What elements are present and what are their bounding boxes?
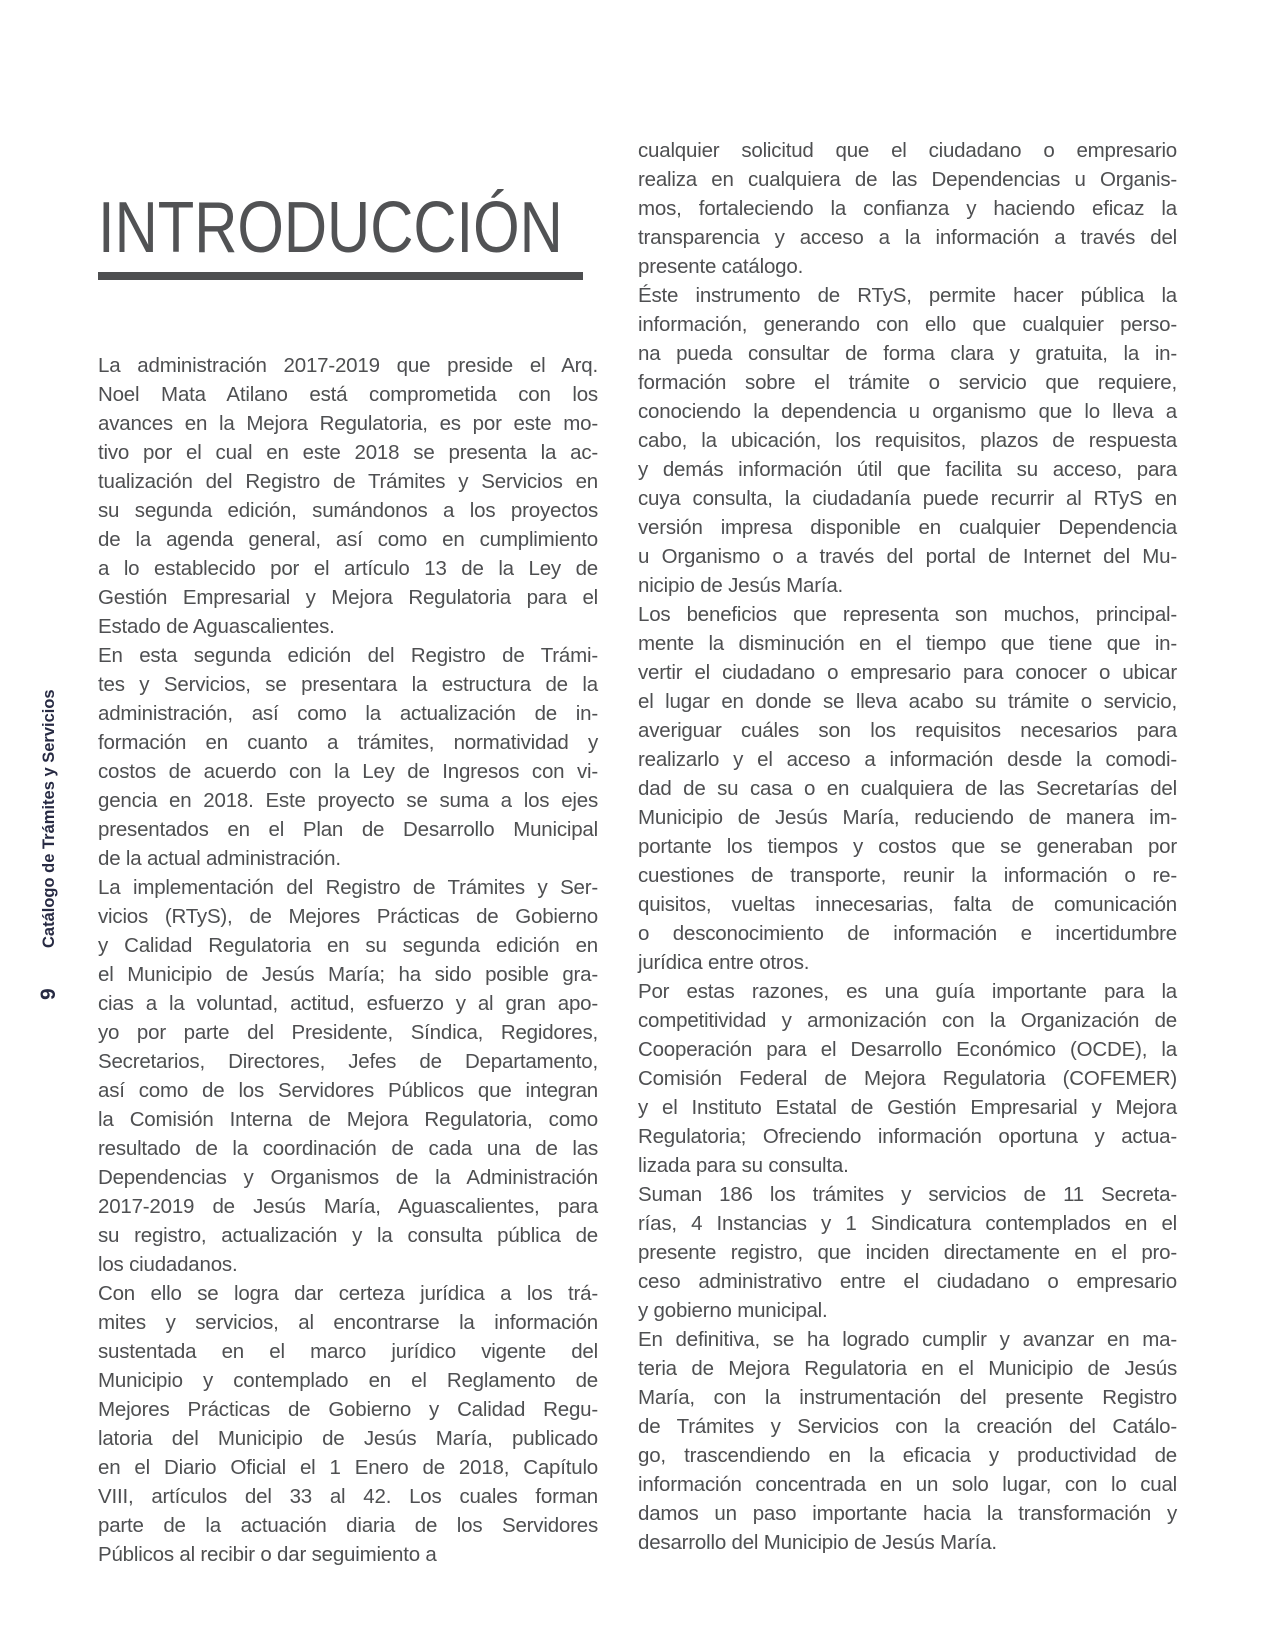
text-line: tes y Servicios, se presentara la estructura de la xyxy=(98,673,598,696)
text-line: conociendo la dependencia u organismo que lo lleva a xyxy=(638,400,1177,423)
text-line: administración, así como la actualización de in- xyxy=(98,702,598,725)
text-line: yo por parte del Presidente, Síndica, Regidores, xyxy=(98,1021,598,1044)
text-line: Suman 186 los trámites y servicios de 11 Secreta- xyxy=(638,1183,1177,1206)
text-line: La implementación del Registro de Trámites y Ser- xyxy=(98,876,598,899)
text-line: vertir el ciudadano o empresario para conocer o ubicar xyxy=(638,661,1177,684)
text-line: quisitos, vueltas innecesarias, falta de comunicación xyxy=(638,893,1177,916)
text-line: y el Instituto Estatal de Gestión Empresarial y Mejora xyxy=(638,1096,1177,1119)
text-line: y Calidad Regulatoria en su segunda edición en xyxy=(98,934,598,957)
text-line: u Organismo o a través del portal de Internet del Mu- xyxy=(638,545,1177,568)
page-number: 9 xyxy=(37,988,60,1000)
text-line: na pueda consultar de forma clara y gratuita, la in- xyxy=(638,342,1177,365)
text-line: En definitiva, se ha logrado cumplir y avanzar en ma- xyxy=(638,1328,1177,1351)
text-line: Regulatoria; Ofreciendo información oportuna y actua- xyxy=(638,1125,1177,1148)
text-line: presente catálogo. xyxy=(638,255,804,278)
text-line: Públicos al recibir o dar seguimiento a xyxy=(98,1543,437,1566)
text-line: mente la disminución en el tiempo que tiene que in- xyxy=(638,632,1177,655)
text-line: tualización del Registro de Trámites y Servicios en xyxy=(98,470,598,493)
text-line: cabo, la ubicación, los requisitos, plazos de respuesta xyxy=(638,429,1177,452)
text-line: Los beneficios que representa son muchos, principal- xyxy=(638,603,1177,626)
text-line: y gobierno municipal. xyxy=(638,1299,828,1322)
text-line: el lugar en donde se lleva acabo su trámite o servicio, xyxy=(638,690,1177,713)
text-line: Secretarios, Directores, Jefes de Departamento, xyxy=(98,1050,598,1073)
text-line: o desconocimiento de información e incertidumbre xyxy=(638,922,1177,945)
text-line: 2017-2019 de Jesús María, Aguascalientes, para xyxy=(98,1195,598,1218)
text-line: dad de su casa o en cualquiera de las Secretarías del xyxy=(638,777,1177,800)
text-line: avances en la Mejora Regulatoria, es por este mo- xyxy=(98,412,598,435)
text-line: competitividad y armonización con la Organización de xyxy=(638,1009,1177,1032)
text-line: el Municipio de Jesús María; ha sido posible gra- xyxy=(98,963,598,986)
text-line: lizada para su consulta. xyxy=(638,1154,849,1177)
text-line: Cooperación para el Desarrollo Económico (OCDE), la xyxy=(638,1038,1177,1061)
text-line: de Trámites y Servicios con la creación del Catálo- xyxy=(638,1415,1177,1438)
text-line: y demás información útil que facilita su acceso, para xyxy=(638,458,1177,481)
text-line: gencia en 2018. Este proyecto se suma a los ejes xyxy=(98,789,598,812)
text-line: Estado de Aguascalientes. xyxy=(98,615,335,638)
text-line: desarrollo del Municipio de Jesús María. xyxy=(638,1531,997,1554)
text-line: damos un paso importante hacia la transformación y xyxy=(638,1502,1177,1525)
text-line: información concentrada en un solo lugar, con lo cual xyxy=(638,1473,1177,1496)
text-line: ceso administrativo entre el ciudadano o empresario xyxy=(638,1270,1177,1293)
text-line: vicios (RTyS), de Mejores Prácticas de Gobierno xyxy=(98,905,598,928)
text-line: cuya consulta, la ciudadanía puede recurrir al RTyS en xyxy=(638,487,1177,510)
text-line: de la agenda general, así como en cumplimiento xyxy=(98,528,598,551)
text-line: Éste instrumento de RTyS, permite hacer pública la xyxy=(638,284,1177,307)
text-line: en el Diario Oficial el 1 Enero de 2018, Capítulo xyxy=(98,1456,598,1479)
text-line: los ciudadanos. xyxy=(98,1253,238,1276)
text-line: presentados en el Plan de Desarrollo Municipal xyxy=(98,818,598,841)
text-line: tivo por el cual en este 2018 se presenta la ac- xyxy=(98,441,598,464)
text-line: así como de los Servidores Públicos que integran xyxy=(98,1079,598,1102)
text-line: cualquier solicitud que el ciudadano o empresario xyxy=(638,139,1177,162)
text-line: Por estas razones, es una guía importante para la xyxy=(638,980,1177,1003)
text-line: rías, 4 Instancias y 1 Sindicatura contemplados en el xyxy=(638,1212,1177,1235)
text-line: latoria del Municipio de Jesús María, publicado xyxy=(98,1427,598,1450)
text-line: En esta segunda edición del Registro de Trámi- xyxy=(98,644,598,667)
text-line: formación sobre el trámite o servicio que requiere, xyxy=(638,371,1177,394)
text-line: mos, fortaleciendo la confianza y haciendo eficaz la xyxy=(638,197,1177,220)
text-line: realizarlo y el acceso a información desde la comodi- xyxy=(638,748,1177,771)
text-line: María, con la instrumentación del presente Registro xyxy=(638,1386,1177,1409)
text-line: su segunda edición, sumándonos a los proyectos xyxy=(98,499,598,522)
text-line: Mejores Prácticas de Gobierno y Calidad Regu- xyxy=(98,1398,598,1421)
left-column xyxy=(98,351,598,1569)
text-line: VIII, artículos del 33 al 42. Los cuales forman xyxy=(98,1485,598,1508)
text-line: Municipio y contemplado en el Reglamento de xyxy=(98,1369,598,1392)
text-line: realiza en cualquiera de las Dependencias u Organis- xyxy=(638,168,1177,191)
text-line: resultado de la coordinación de cada una de las xyxy=(98,1137,598,1160)
text-line: go, trascendiendo en la eficacia y productividad de xyxy=(638,1444,1177,1467)
text-line: a lo establecido por el artículo 13 de la Ley de xyxy=(98,557,598,580)
text-line: información, generando con ello que cualquier perso- xyxy=(638,313,1177,336)
text-line: Municipio de Jesús María, reduciendo de manera im- xyxy=(638,806,1177,829)
text-line: portante los tiempos y costos que se generaban por xyxy=(638,835,1177,858)
text-line: parte de la actuación diaria de los Servidores xyxy=(98,1514,598,1537)
text-line: costos de acuerdo con la Ley de Ingresos con vi- xyxy=(98,760,598,783)
text-line: su registro, actualización y la consulta pública de xyxy=(98,1224,598,1247)
text-line: nicipio de Jesús María. xyxy=(638,574,844,597)
text-line: la Comisión Interna de Mejora Regulatoria, como xyxy=(98,1108,598,1131)
text-line: Noel Mata Atilano está comprometida con los xyxy=(98,383,598,406)
text-line: cuestiones de transporte, reunir la información o re- xyxy=(638,864,1177,887)
text-line: Con ello se logra dar certeza jurídica a los trá- xyxy=(98,1282,598,1305)
text-line: teria de Mejora Regulatoria en el Municipio de Jesús xyxy=(638,1357,1177,1380)
page-title: INTRODUCCIÓN xyxy=(98,188,563,268)
text-line: Dependencias y Organismos de la Administración xyxy=(98,1166,598,1189)
sidebar-label: Catálogo de Trámites y Servicios xyxy=(40,689,58,948)
text-line: presente registro, que inciden directamente en el pro- xyxy=(638,1241,1177,1264)
text-line: formación en cuanto a trámites, normatividad y xyxy=(98,731,598,754)
text-line: sustentada en el marco jurídico vigente del xyxy=(98,1340,598,1363)
text-line: mites y servicios, al encontrarse la información xyxy=(98,1311,598,1334)
text-line: transparencia y acceso a la información a través del xyxy=(638,226,1177,249)
text-line: jurídica entre otros. xyxy=(638,951,810,974)
text-line: cias a la voluntad, actitud, esfuerzo y al gran apo- xyxy=(98,992,598,1015)
text-line: averiguar cuáles son los requisitos necesarios para xyxy=(638,719,1177,742)
text-line: versión impresa disponible en cualquier Dependencia xyxy=(638,516,1177,539)
text-line: Gestión Empresarial y Mejora Regulatoria para el xyxy=(98,586,598,609)
text-line: Comisión Federal de Mejora Regulatoria (COFEMER) xyxy=(638,1067,1177,1090)
right-column xyxy=(638,136,1177,1557)
title-underline xyxy=(98,272,583,280)
text-line: de la actual administración. xyxy=(98,847,341,870)
text-line: La administración 2017-2019 que preside el Arq. xyxy=(98,354,598,377)
